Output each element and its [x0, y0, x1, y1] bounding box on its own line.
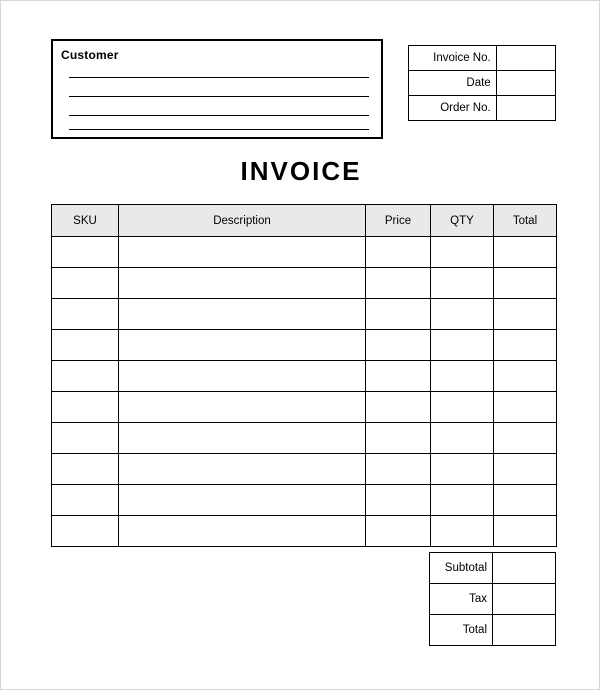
cell-sku[interactable]: [52, 330, 119, 361]
table-row: [52, 423, 557, 454]
cell-sku[interactable]: [52, 392, 119, 423]
table-row: [430, 553, 556, 584]
cell-price[interactable]: [366, 392, 431, 423]
cell-price[interactable]: [366, 361, 431, 392]
cell-price[interactable]: [366, 516, 431, 547]
customer-box[interactable]: [51, 39, 383, 139]
column-header-sku: SKU: [52, 205, 119, 237]
cell-sku[interactable]: [52, 423, 119, 454]
cell-total[interactable]: [494, 454, 557, 485]
cell-description[interactable]: [119, 392, 366, 423]
table-row: [52, 361, 557, 392]
cell-sku[interactable]: [52, 516, 119, 547]
cell-total[interactable]: [494, 268, 557, 299]
table-row: [52, 392, 557, 423]
page-title: INVOICE: [240, 156, 362, 186]
column-header-total: Total: [494, 205, 557, 237]
cell-sku[interactable]: [52, 454, 119, 485]
customer-label: Customer: [61, 48, 119, 62]
table-row: [52, 485, 557, 516]
cell-sku[interactable]: [52, 268, 119, 299]
customer-address-line-3[interactable]: [69, 115, 369, 116]
cell-description[interactable]: [119, 330, 366, 361]
subtotal-label: Subtotal: [430, 553, 493, 584]
order-number-field[interactable]: [496, 96, 555, 121]
cell-description[interactable]: [119, 268, 366, 299]
total-field[interactable]: [493, 615, 556, 646]
cell-total[interactable]: [494, 237, 557, 268]
table-row: [52, 237, 557, 268]
cell-total[interactable]: [494, 485, 557, 516]
cell-sku[interactable]: [52, 299, 119, 330]
cell-sku[interactable]: [52, 485, 119, 516]
cell-total[interactable]: [494, 423, 557, 454]
cell-qty[interactable]: [431, 268, 494, 299]
date-label: Date: [409, 71, 497, 96]
total-label: Total: [430, 615, 493, 646]
subtotal-field[interactable]: [493, 553, 556, 584]
invoice-number-label: Invoice No.: [409, 46, 497, 71]
cell-price[interactable]: [366, 330, 431, 361]
table-row: [52, 516, 557, 547]
cell-qty[interactable]: [431, 423, 494, 454]
cell-qty[interactable]: [431, 516, 494, 547]
cell-total[interactable]: [494, 361, 557, 392]
cell-description[interactable]: [119, 361, 366, 392]
cell-price[interactable]: [366, 268, 431, 299]
cell-qty[interactable]: [431, 454, 494, 485]
cell-total[interactable]: [494, 330, 557, 361]
column-header-description: Description: [119, 205, 366, 237]
invoice-header-area: [51, 39, 556, 143]
table-row: [52, 268, 557, 299]
table-row: [52, 299, 557, 330]
invoice-number-field[interactable]: [496, 46, 555, 71]
cell-qty[interactable]: [431, 485, 494, 516]
cell-total[interactable]: [494, 392, 557, 423]
table-header-row: [52, 205, 557, 237]
cell-price[interactable]: [366, 485, 431, 516]
column-header-qty: QTY: [431, 205, 494, 237]
cell-qty[interactable]: [431, 237, 494, 268]
table-row: [409, 46, 556, 71]
date-field[interactable]: [496, 71, 555, 96]
cell-price[interactable]: [366, 454, 431, 485]
table-row: [409, 96, 556, 121]
table-row: [52, 454, 557, 485]
cell-price[interactable]: [366, 423, 431, 454]
table-row: [409, 71, 556, 96]
cell-qty[interactable]: [431, 330, 494, 361]
cell-total[interactable]: [494, 516, 557, 547]
cell-sku[interactable]: [52, 237, 119, 268]
cell-description[interactable]: [119, 454, 366, 485]
tax-label: Tax: [430, 584, 493, 615]
customer-address-line-2[interactable]: [69, 96, 369, 97]
cell-qty[interactable]: [431, 361, 494, 392]
invoice-meta-table: [408, 45, 556, 121]
line-items-table: [51, 204, 557, 547]
table-row: [430, 615, 556, 646]
table-row: [52, 330, 557, 361]
cell-description[interactable]: [119, 299, 366, 330]
totals-table: [429, 552, 556, 646]
cell-qty[interactable]: [431, 299, 494, 330]
cell-total[interactable]: [494, 299, 557, 330]
table-row: [430, 584, 556, 615]
cell-description[interactable]: [119, 485, 366, 516]
column-header-price: Price: [366, 205, 431, 237]
tax-field[interactable]: [493, 584, 556, 615]
cell-description[interactable]: [119, 516, 366, 547]
cell-description[interactable]: [119, 237, 366, 268]
order-number-label: Order No.: [409, 96, 497, 121]
cell-description[interactable]: [119, 423, 366, 454]
customer-address-line-1[interactable]: [69, 77, 369, 78]
cell-price[interactable]: [366, 237, 431, 268]
cell-sku[interactable]: [52, 361, 119, 392]
cell-price[interactable]: [366, 299, 431, 330]
customer-address-line-4[interactable]: [69, 129, 369, 130]
cell-qty[interactable]: [431, 392, 494, 423]
